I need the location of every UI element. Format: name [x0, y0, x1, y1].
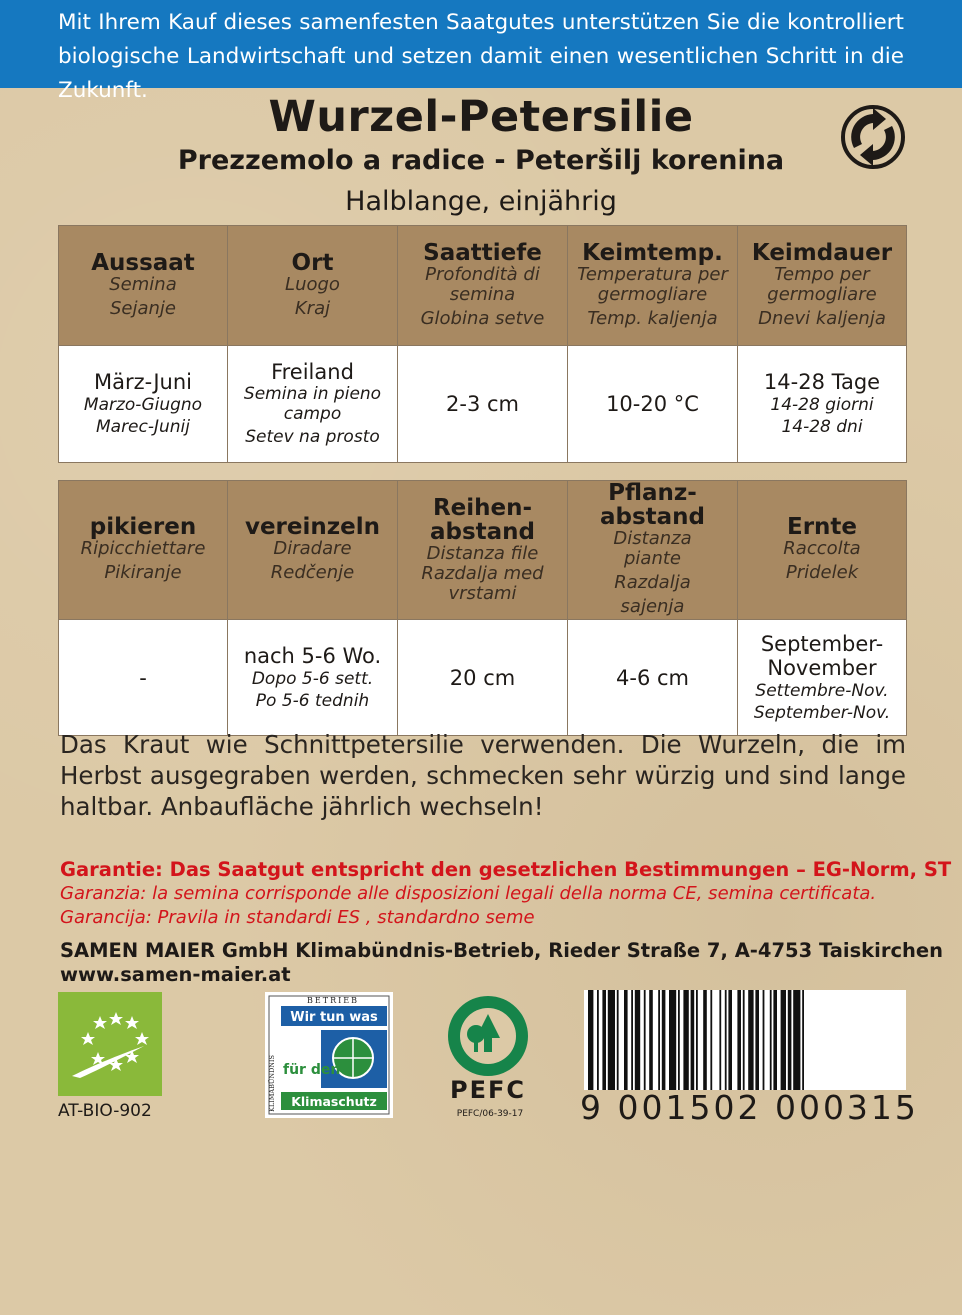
product-title: Wurzel-Petersilie	[268, 92, 694, 142]
growing-table	[58, 480, 907, 736]
value-ernte: September-November Settembre-Nov. September-Nov.	[738, 620, 907, 736]
company-website[interactable]: www.samen-maier.at	[60, 963, 291, 986]
guarantee-it: Garanzia: la semina corrisponde alle disposizioni legali della norma CE, semina certificata.	[60, 883, 877, 904]
value-keimtemp: 10-20 °C	[568, 346, 738, 463]
variety-note: Halblange, einjährig	[345, 186, 617, 217]
guarantee-de: Garantie: Das Saatgut entspricht den gesetzlichen Bestimmungen – EG-Norm, ST	[60, 858, 952, 881]
pefc-logo-icon	[440, 994, 540, 1124]
eu-organic-logo-icon	[58, 992, 162, 1096]
eu-organic-code: AT-BIO-902	[58, 1101, 152, 1121]
klimabuendnis-logo-icon	[265, 992, 393, 1118]
svg-text:Klimaschutz: Klimaschutz	[291, 1094, 377, 1109]
header-keimtemp: Keimtemp. Temperatura per germogliare Temp. kaljenja	[568, 226, 738, 346]
value-pflanzabstand: 4-6 cm	[568, 620, 738, 736]
usage-description: Das Kraut wie Schnittpetersilie verwenden. Die Wurzeln, die im Herbst ausgegraben werden, schmecken sehr würzig und sind lange haltbar. Anbaufläche jährlich wechseln!	[60, 730, 906, 821]
guarantee-block	[60, 858, 952, 930]
header-ernte: Ernte Raccolta Pridelek	[738, 481, 907, 620]
value-pikieren: -	[59, 620, 228, 736]
header-keimdauer: Keimdauer Tempo per germogliare Dnevi kaljenja	[738, 226, 907, 346]
intro-text: Mit Ihrem Kauf dieses samenfesten Saatgutes unterstützen Sie die kontrolliert biologische Landwirtschaft und setzen damit einen wesentlichen Schritt in die Zukunft.	[58, 10, 904, 103]
svg-text:PEFC: PEFC	[450, 1076, 526, 1104]
value-saattiefe: 2-3 cm	[398, 346, 568, 463]
svg-text:KLIMABÜNDNIS: KLIMABÜNDNIS	[268, 1055, 276, 1112]
value-reihenabstand: 20 cm	[398, 620, 568, 736]
header-pikieren: pikieren Ripicchiettare Pikiranje	[59, 481, 228, 620]
header-aussaat: Aussaat Semina Sejanje	[59, 226, 228, 346]
value-keimdauer: 14-28 Tage 14-28 giorni 14-28 dni	[738, 346, 907, 463]
company-info	[60, 939, 943, 987]
value-ort: Freiland Semina in pieno campo Setev na prosto	[228, 346, 398, 463]
product-subtitle: Prezzemolo a radice - Peteršilj korenina	[177, 145, 785, 176]
value-aussaat: März-Juni Marzo-Giugno Marec-Junij	[59, 346, 228, 463]
green-dot-recycle-icon	[840, 104, 906, 170]
guarantee-sl: Garancija: Pravila in standardi ES , standardno seme	[60, 907, 535, 928]
header-reihenabstand: Reihen-abstand Distanza file Razdalja med vrstami	[398, 481, 568, 620]
header-ort: Ort Luogo Kraj	[228, 226, 398, 346]
header-saattiefe: Saattiefe Profondità di semina Globina setve	[398, 226, 568, 346]
company-address: SAMEN MAIER GmbH Klimabündnis-Betrieb, Rieder Straße 7, A-4753 Taiskirchen	[60, 939, 943, 962]
header-vereinzeln: vereinzeln Diradare Redčenje	[228, 481, 398, 620]
svg-text:PEFC/06-39-17: PEFC/06-39-17	[456, 1109, 524, 1119]
intro-banner	[0, 0, 962, 103]
sowing-table	[58, 225, 907, 463]
svg-text:BETRIEB: BETRIEB	[307, 996, 359, 1005]
svg-text:Wir tun was: Wir tun was	[290, 1010, 378, 1025]
barcode-number: 9 001502 000315	[580, 1088, 919, 1127]
value-vereinzeln: nach 5-6 Wo. Dopo 5-6 sett. Po 5-6 tednih	[228, 620, 398, 736]
barcode-icon	[584, 990, 906, 1090]
svg-text:für den: für den	[283, 1062, 341, 1078]
header-pflanzabstand: Pflanz-abstand Distanza piante Razdalja sajenja	[568, 481, 738, 620]
